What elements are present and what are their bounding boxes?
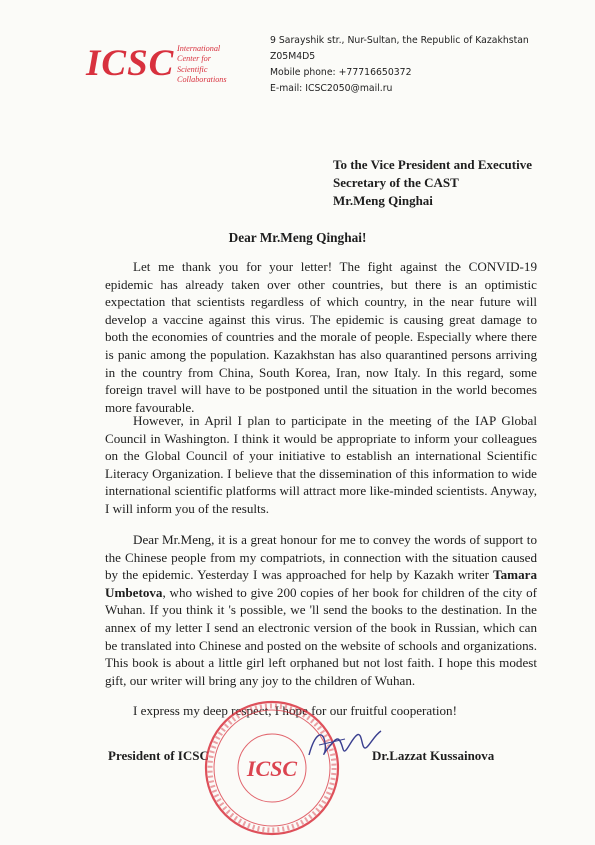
greeting: Dear Mr.Meng Qinghai! <box>228 230 367 245</box>
recipient-line: To the Vice President and Executive <box>333 157 532 172</box>
organization-name <box>177 44 227 86</box>
org-name-line: Scientific <box>177 64 208 74</box>
org-name-line: Center for <box>177 54 211 64</box>
recipient-line: Mr.Meng Qinghai <box>333 193 433 208</box>
stamp-logo: ICSC <box>246 756 298 781</box>
organization-logo <box>86 44 174 84</box>
postal-code: Z05M4D5 <box>270 51 316 62</box>
signer-title: President of ICSC <box>108 748 209 763</box>
recipient-line: Secretary of the CAST <box>333 175 459 190</box>
address-line: 9 Sarayshik str., Nur-Sultan, the Republic of Kazakhstan <box>270 35 529 46</box>
body-paragraph-2: However, in April I plan to participate in the meeting of the IAP Global Council in Washington. I think it would be appropriate to inform your colleagues on the Global Council of your initiative to establish an international Scientific Literacy Organization. I believe that the dissemination of this information to wide international scientific platforms will attract more like-minded scientists. Anyway, I will inform you of the results. <box>105 413 537 516</box>
org-name-line: Collaborations <box>177 75 227 85</box>
logo-text: ICSC <box>86 43 175 84</box>
signer-name: Dr.Lazzat Kussainova <box>372 748 495 763</box>
paragraph-text: , who wished to give 200 copies of her book for children of the city of Wuhan. If you think it 's possible, we 'll send the books to the destination. In the annex of my letter I send an electronic version of the book in Russian, which can be translated into Chinese and posted on the website of schools and organizations. This book is about a little girl left orphaned but not lost faith. I hope this modest gift, our writer will bring any joy to the children of Wuhan. <box>105 584 537 688</box>
writer-name: Tamara Umbetova <box>105 567 537 600</box>
body-paragraph-3 <box>105 531 537 689</box>
body-paragraph-1: Let me thank you for your letter! The fight against the CONVID-19 epidemic has already taken over other countries, but there is an optimistic expectation that scientists regardless of which country, in the near future will develop a vaccine against this virus. The epidemic is causing great damage to both the economies of countries and the morale of people. Especially where there is panic among the population. Kazakhstan has also quarantined persons arriving in the country from China, South Korea, Iran, now Italy. In this regard, some foreign travel will have to be postponed until the situation in the world becomes more favourable. <box>105 259 537 415</box>
paragraph-text: Dear Mr.Meng, it is a great honour for me to convey the words of support to the Chinese people from my compatriots, in connection with the situation caused by the epidemic. Yesterday I was approached for help by Kazakh writer <box>105 532 537 583</box>
org-name-line: International <box>177 44 221 53</box>
contact-block <box>270 33 529 97</box>
closing-line: I express my deep respect, I hope for our fruitful cooperation! <box>133 703 457 718</box>
email-line: E-mail: ICSC2050@mail.ru <box>270 83 393 94</box>
phone-line: Mobile phone: +77716650372 <box>270 67 412 78</box>
recipient-block <box>333 156 532 210</box>
